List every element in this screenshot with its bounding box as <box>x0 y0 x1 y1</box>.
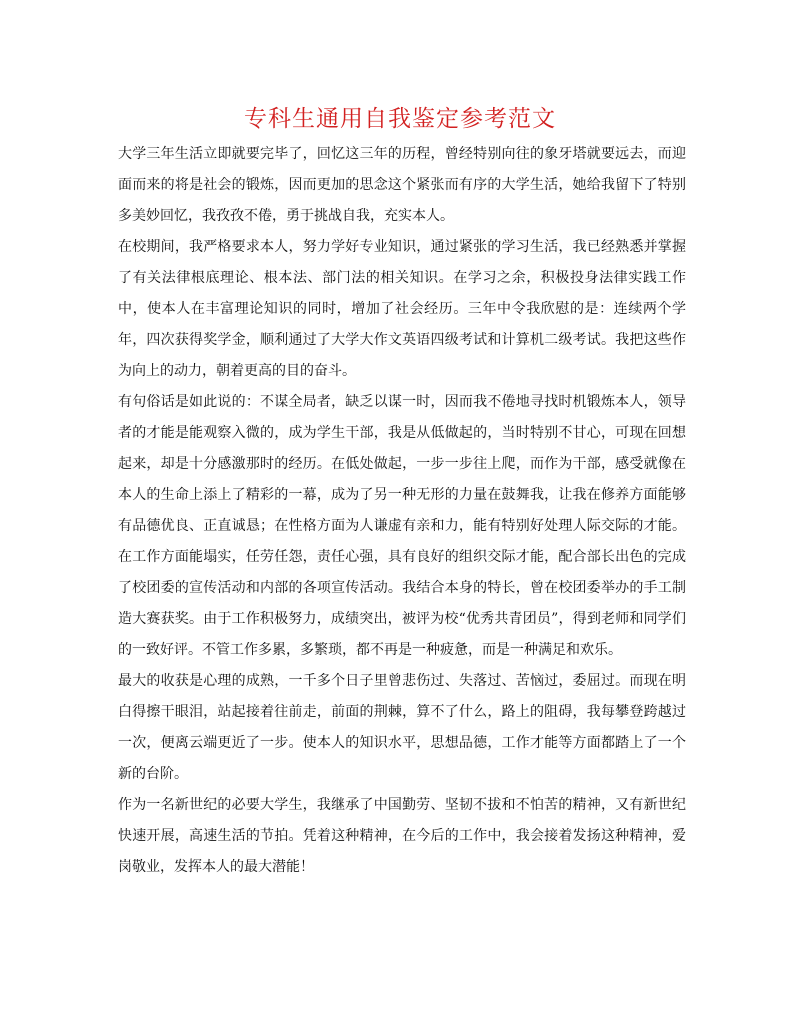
document-body <box>118 139 686 883</box>
paragraph: 有句俗话是如此说的：不谋全局者，缺乏以谋一时，因而我不倦地寻找时机锻炼本人，领导者的才能是能观察入微的，成为学生干部，我是从低做起的，当时特别不甘心，可现在回想起来，却是十分感激那时的经历。在低处做起，一步一步往上爬，而作为干部，感受就像在本人的生命上添上了精彩的一幕，成为了另一种无形的力量在鼓舞我，让我在修养方面能够有品德优良、正直诚恳；在性格方面为人谦虚有亲和力，能有特别好处理人际交际的才能。在工作方面能塌实，任劳任怨，责任心强，具有良好的组织交际才能，配合部长出色的完成了校团委的宣传活动和内部的各项宣传活动。我结合本身的特长，曾在校团委举办的手工制造大赛获奖。由于工作积极努力，成绩突出，被评为校“优秀共青团员”，得到老师和同学们的一致好评。不管工作多累，多繁琐，都不再是一种疲惫，而是一种满足和欢乐。 <box>118 394 686 658</box>
paragraph: 大学三年生活立即就要完毕了，回忆这三年的历程，曾经特别向往的象牙塔就要远去，而迎面而来的将是社会的锻炼，因而更加的思念这个紧张而有序的大学生活，她给我留下了特别多美妙回忆，我孜孜不倦，勇于挑战自我，充实本人。 <box>118 146 686 224</box>
paragraph: 在校期间，我严格要求本人，努力学好专业知识，通过紧张的学习生活，我已经熟悉并掌握了有关法律根底理论、根本法、部门法的相关知识。在学习之余，积极投身法律实践工作中，使本人在丰富理论知识的同时，增加了社会经历。三年中令我欣慰的是：连续两个学年，四次获得奖学金，顺利通过了大学大作文英语四级考试和计算机二级考试。我把这些作为向上的动力，朝着更高的目的奋斗。 <box>118 239 686 379</box>
paragraph: 最大的收获是心理的成熟，一千多个日子里曾悲伤过、失落过、苦恼过，委屈过。而现在明白得擦干眼泪，站起接着往前走，前面的荆棘，算不了什么，路上的阻碍，我每攀登跨越过一次，便离云端更近了一步。使本人的知识水平，思想品德，工作才能等方面都踏上了一个新的台阶。 <box>118 673 686 782</box>
document-title: 专科生通用自我鉴定参考范文 <box>244 106 556 132</box>
paragraph: 作为一名新世纪的必要大学生，我继承了中国勤劳、坚韧不拔和不怕苦的精神，又有新世纪快速开展，高速生活的节拍。凭着这种精神，在今后的工作中，我会接着发扬这种精神，爱岗敬业，发挥本人的最大潜能！ <box>118 797 686 875</box>
